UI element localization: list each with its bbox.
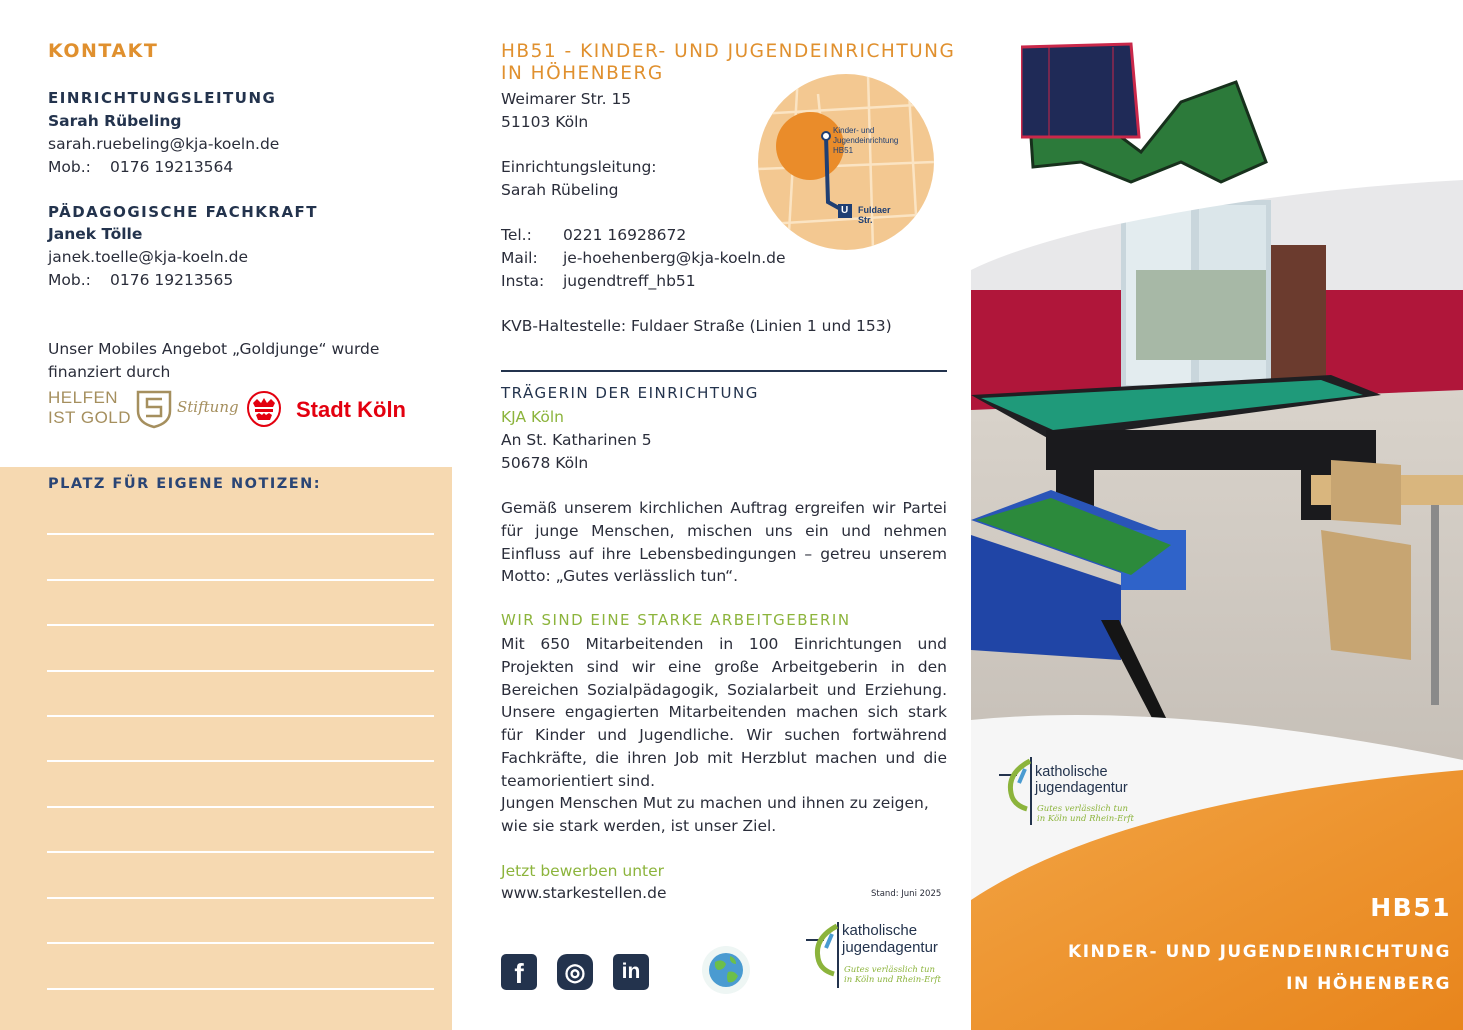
kja-logo-bottom	[804, 918, 954, 998]
helfen-ist-gold-logo	[48, 388, 131, 428]
notes-area[interactable]	[0, 467, 452, 1030]
stiftung-shield-icon	[135, 389, 173, 429]
kja-tagline-line2: in Köln und Rhein-Erft	[844, 975, 941, 985]
note-line	[47, 624, 434, 626]
apply-label: Jetzt bewerben unter	[501, 862, 665, 880]
einrichtung-title-line2: IN HÖHENBERG	[501, 63, 664, 84]
station-label	[858, 205, 891, 225]
traeger-city: 50678 Köln	[501, 453, 589, 472]
einrichtung-title-line1: HB51 - KINDER- UND JUGENDEINRICHTUNG	[501, 41, 956, 62]
kvb-info: KVB-Haltestelle: Fuldaer Straße (Linien 1 und 153)	[501, 317, 892, 335]
fachkraft-mob-label: Mob.:	[48, 271, 91, 289]
leitung-mob-label: Mob.:	[48, 158, 91, 176]
kontakt-title: KONTAKT	[48, 40, 159, 62]
map-label-line3: HB51	[833, 146, 854, 155]
kja-cover-tagline-line1: Gutes verlässlich tun	[1037, 804, 1128, 814]
stiftung-text: Stiftung	[177, 398, 239, 416]
note-line	[47, 942, 434, 944]
leitung-heading: EINRICHTUNGSLEITUNG	[48, 89, 277, 107]
cover-subtitle-line1: KINDER- UND JUGENDEINRICHTUNG	[1068, 942, 1451, 962]
insta-label: Insta:	[501, 271, 545, 290]
einrichtung-title	[501, 41, 955, 85]
note-line	[47, 533, 434, 535]
traeger-name[interactable]: KJA Köln	[501, 408, 564, 426]
insta-handle[interactable]: jugendtreff_hb51	[563, 271, 696, 290]
kja-cover-name-line2: jugendagentur	[1035, 780, 1128, 796]
leitung-label: Einrichtungsleitung:	[501, 158, 657, 176]
mission-text: Gemäß unserem kirchlichen Auftrag ergreifen wir Partei für junge Menschen, mischen uns ein und nehmen Einfluss auf ihre Lebensbedingungen – getreu unserem Motto: „Gutes verlässlich tun“.	[501, 499, 947, 586]
kja-name	[842, 922, 938, 956]
motto	[501, 792, 929, 838]
stadt-koeln-text: Stadt Köln	[296, 397, 406, 422]
u-bahn-icon: U	[841, 205, 849, 216]
map-label-line1: Kinder- und	[833, 126, 875, 135]
address-city: 51103 Köln	[501, 112, 589, 131]
cover-subtitle-line2: IN HÖHENBERG	[1286, 974, 1451, 994]
station-line1: Fuldaer	[858, 205, 891, 215]
kja-logo-cover	[997, 755, 1157, 835]
hb51-graffiti-icon	[1021, 42, 1271, 192]
note-line	[47, 670, 434, 672]
contact-details	[501, 224, 786, 292]
stand-date: Stand: Juni 2025	[871, 889, 942, 899]
tel-label: Tel.:	[501, 226, 532, 244]
instagram-icon[interactable]: ◎	[557, 954, 593, 990]
leitung-name: Sarah Rübeling	[48, 112, 182, 130]
location-map[interactable]	[758, 74, 934, 250]
cover-panel	[971, 0, 1463, 1030]
arbeitgeber-text: Mit 650 Mitarbeitenden in 100 Einrichtungen und Projekten sind wir eine große Arbeitgeberin in den Bereichen Sozialpädagogik, Sozialarbeit und Erziehung. Unsere engagierten Mitarbeitenden machen sich stark für Kinder und Jugendliche. Wir suchen fortwährend Fachkräfte, die ihren Job mit Herzblut machen und die teamorientiert sind.	[501, 635, 947, 790]
tel-number[interactable]: 0221 16928672	[563, 226, 687, 244]
kja-cover-name-line1: katholische	[1035, 764, 1108, 780]
leitung-block	[501, 156, 657, 202]
kja-name-line2: jugendagentur	[842, 939, 938, 956]
note-line	[47, 897, 434, 899]
info-panel	[452, 0, 971, 1030]
fachkraft-name: Janek Tölle	[48, 225, 143, 243]
kja-tagline	[844, 965, 941, 985]
fachkraft-email[interactable]: janek.toelle@kja-koeln.de	[48, 248, 249, 266]
facebook-icon[interactable]: f	[501, 954, 537, 990]
traeger-address	[501, 429, 652, 475]
leitung-mobile	[48, 156, 233, 179]
arbeitgeber-heading: WIR SIND EINE STARKE ARBEITGEBERIN	[501, 611, 851, 629]
map-label	[833, 126, 898, 156]
traeger-street: An St. Katharinen 5	[501, 431, 652, 449]
cover-subtitle	[1068, 936, 1451, 1000]
note-line	[47, 715, 434, 717]
section-divider	[501, 370, 947, 372]
note-line	[47, 760, 434, 762]
apply-url[interactable]: www.starkestellen.de	[501, 884, 667, 902]
kja-cover-name	[1035, 764, 1128, 796]
motto-line1: Jungen Menschen Mut zu machen und ihnen zu zeigen,	[501, 794, 929, 812]
note-line	[47, 851, 434, 853]
leitung-name-2: Sarah Rübeling	[501, 180, 619, 199]
kja-cross-icon	[804, 918, 844, 990]
stadt-koeln-crest-icon	[243, 389, 285, 429]
traeger-heading: TRÄGERIN DER EINRICHTUNG	[501, 384, 759, 402]
hb51-logo	[1021, 42, 1271, 192]
fachkraft-heading: PÄDAGOGISCHE FACHKRAFT	[48, 203, 319, 221]
linkedin-icon[interactable]: in	[613, 954, 649, 990]
fachkraft-mob-number[interactable]: 0176 19213565	[110, 271, 234, 289]
kja-cover-cross-icon	[997, 755, 1037, 827]
leitung-mob-number[interactable]: 0176 19213564	[110, 158, 234, 176]
map-streets	[758, 74, 934, 250]
mail-address[interactable]: je-hoehenberg@kja-koeln.de	[563, 248, 786, 267]
fachkraft-mobile	[48, 269, 233, 292]
note-line	[47, 579, 434, 581]
address-street: Weimarer Str. 15	[501, 90, 632, 108]
hb51-logo-text	[1021, 42, 1022, 43]
cover-title: HB51	[1370, 893, 1451, 922]
note-line	[47, 988, 434, 990]
motto-line2: wie sie stark werden, ist unser Ziel.	[501, 816, 777, 835]
kja-name-line1: katholische	[842, 922, 918, 939]
leitung-email[interactable]: sarah.ruebeling@kja-koeln.de	[48, 135, 280, 153]
mail-label: Mail:	[501, 248, 538, 267]
address	[501, 88, 631, 134]
kja-cover-tagline-line2: in Köln und Rhein-Erft	[1037, 814, 1134, 824]
globe-icon[interactable]	[700, 944, 752, 996]
notes-heading: PLATZ FÜR EIGENE NOTIZEN:	[48, 476, 322, 492]
kja-cover-tagline	[1037, 804, 1134, 824]
funding-text: Unser Mobiles Angebot „Goldjunge“ wurde finanziert durch	[48, 340, 380, 381]
station-line2: Str.	[858, 215, 873, 225]
helfen-line2: IST GOLD	[48, 408, 132, 427]
note-line	[47, 806, 434, 808]
helfen-line1: HELFEN	[48, 388, 119, 407]
map-label-line2: Jugendeinrichtung	[833, 136, 899, 145]
kja-tagline-line1: Gutes verlässlich tun	[844, 965, 935, 975]
